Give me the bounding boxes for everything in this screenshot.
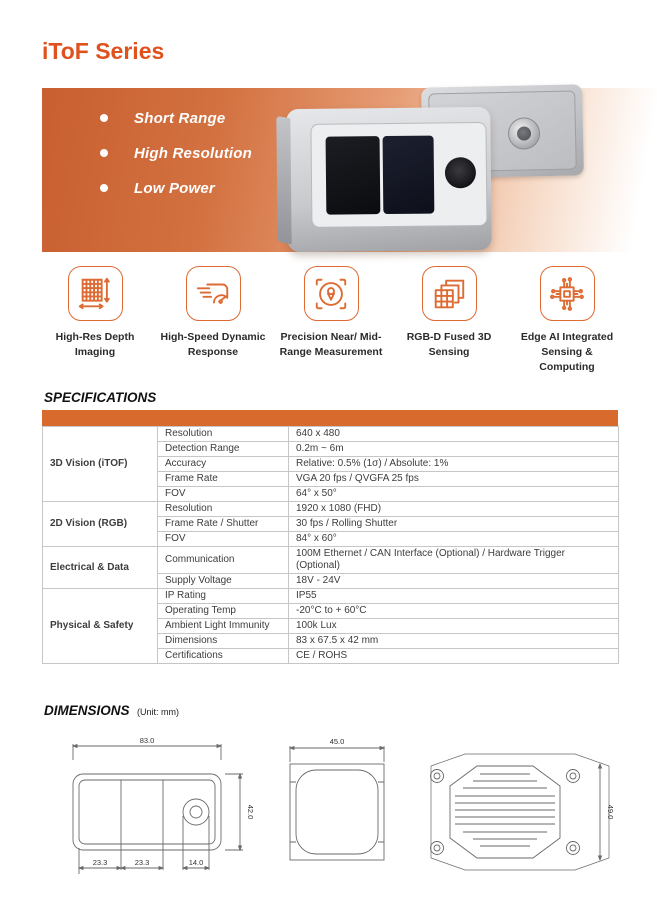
ai-chip-icon <box>540 266 595 321</box>
bullet-dot <box>100 184 108 192</box>
page-title: iToF Series <box>42 38 165 64</box>
value-cell: 83 x 67.5 x 42 mm <box>289 634 619 649</box>
feature-bullets <box>100 110 252 215</box>
value-cell: 640 x 480 <box>289 427 619 442</box>
table-row <box>43 589 619 604</box>
bullet-item <box>100 180 252 196</box>
feature-label: High-Speed Dynamic Response <box>160 331 266 359</box>
category-cell: Physical & Safety <box>43 589 158 664</box>
category-cell: 3D Vision (iTOF) <box>43 427 158 502</box>
tof-emitter-window <box>326 136 381 215</box>
value-cell: VGA 20 fps / QVGFA 25 fps <box>289 472 619 487</box>
feature-row <box>36 266 626 376</box>
value-cell: 64° x 50° <box>289 487 619 502</box>
bullet-label: Low Power <box>134 179 215 197</box>
depth-grid-icon <box>68 266 123 321</box>
device-side-face <box>276 116 291 244</box>
value-cell: 84° x 60° <box>289 532 619 547</box>
category-cell: Electrical & Data <box>43 547 158 589</box>
value-cell: 100M Ethernet / CAN Interface (Optional) / Hardware Trigger (Optional) <box>289 547 619 574</box>
table-header-bar <box>42 410 618 426</box>
dim-height-label: 42.0 <box>246 804 255 820</box>
value-cell: Relative: 0.5% (1σ) / Absolute: 1% <box>289 457 619 472</box>
bullet-label: High Resolution <box>134 144 252 162</box>
stacked-grids-icon <box>422 266 477 321</box>
param-cell: Accuracy <box>158 457 289 472</box>
dim-seg2-label: 23.3 <box>134 858 150 867</box>
param-cell: Frame Rate <box>158 472 289 487</box>
dim-depth-label: 45.0 <box>329 737 345 746</box>
product-photo-front <box>286 107 491 252</box>
value-cell: 1920 x 1080 (FHD) <box>289 502 619 517</box>
table-row <box>43 547 619 574</box>
bullet-dot <box>100 149 108 157</box>
param-cell: Detection Range <box>158 442 289 457</box>
dim-seg3-label: 14.0 <box>188 858 204 867</box>
specifications-heading: SPECIFICATIONS <box>44 390 157 405</box>
param-cell: Operating Temp <box>158 604 289 619</box>
speedometer-icon <box>186 266 241 321</box>
value-cell: 18V - 24V <box>289 574 619 589</box>
feature-label: Edge AI Integrated Sensing & Computing <box>520 331 614 374</box>
value-cell: 100k Lux <box>289 619 619 634</box>
bullet-item <box>100 145 252 161</box>
feature-edge-ai <box>508 266 626 376</box>
value-cell: IP55 <box>289 589 619 604</box>
value-cell: CE / ROHS <box>289 649 619 664</box>
back-view-drawing <box>405 736 635 893</box>
feature-high-speed <box>154 266 272 376</box>
bullet-dot <box>100 114 108 122</box>
bullet-item <box>100 110 252 126</box>
param-cell: Communication <box>158 547 289 574</box>
param-cell: Resolution <box>158 427 289 442</box>
value-cell: -20°C to + 60°C <box>289 604 619 619</box>
dimensions-unit-note: (Unit: mm) <box>137 707 179 717</box>
param-cell: FOV <box>158 487 289 502</box>
rgb-camera-lens <box>445 157 476 188</box>
tof-sensor-window <box>383 136 435 215</box>
dim-seg1-label: 23.3 <box>92 858 108 867</box>
param-cell: FOV <box>158 532 289 547</box>
category-cell: 2D Vision (RGB) <box>43 502 158 547</box>
value-cell: 0.2m ~ 6m <box>289 442 619 457</box>
bullet-label: Short Range <box>134 109 226 127</box>
front-panel <box>310 122 487 228</box>
spec-table <box>42 426 618 664</box>
feature-label: RGB-D Fused 3D Sensing <box>406 331 492 359</box>
table-row <box>43 427 619 442</box>
dim-width-label: 83.0 <box>139 736 155 745</box>
feature-label: High-Res Depth Imaging <box>55 331 135 359</box>
table-row <box>43 502 619 517</box>
param-cell: Dimensions <box>158 634 289 649</box>
feature-precision-measure <box>272 266 390 376</box>
dimensions-heading: DIMENSIONS <box>44 703 130 718</box>
value-cell: 30 fps / Rolling Shutter <box>289 517 619 532</box>
target-pin-icon <box>304 266 359 321</box>
param-cell: Certifications <box>158 649 289 664</box>
dim-back-height-label: 49.0 <box>606 804 615 820</box>
front-view-drawing <box>55 736 260 891</box>
side-view-drawing <box>268 736 408 891</box>
connector-pin <box>517 126 531 140</box>
feature-rgbd-sensing <box>390 266 508 376</box>
param-cell: Supply Voltage <box>158 574 289 589</box>
param-cell: Resolution <box>158 502 289 517</box>
param-cell: IP Rating <box>158 589 289 604</box>
feature-depth-imaging <box>36 266 154 376</box>
param-cell: Frame Rate / Shutter <box>158 517 289 532</box>
feature-label: Precision Near/ Mid-Range Measurement <box>279 331 383 359</box>
param-cell: Ambient Light Immunity <box>158 619 289 634</box>
